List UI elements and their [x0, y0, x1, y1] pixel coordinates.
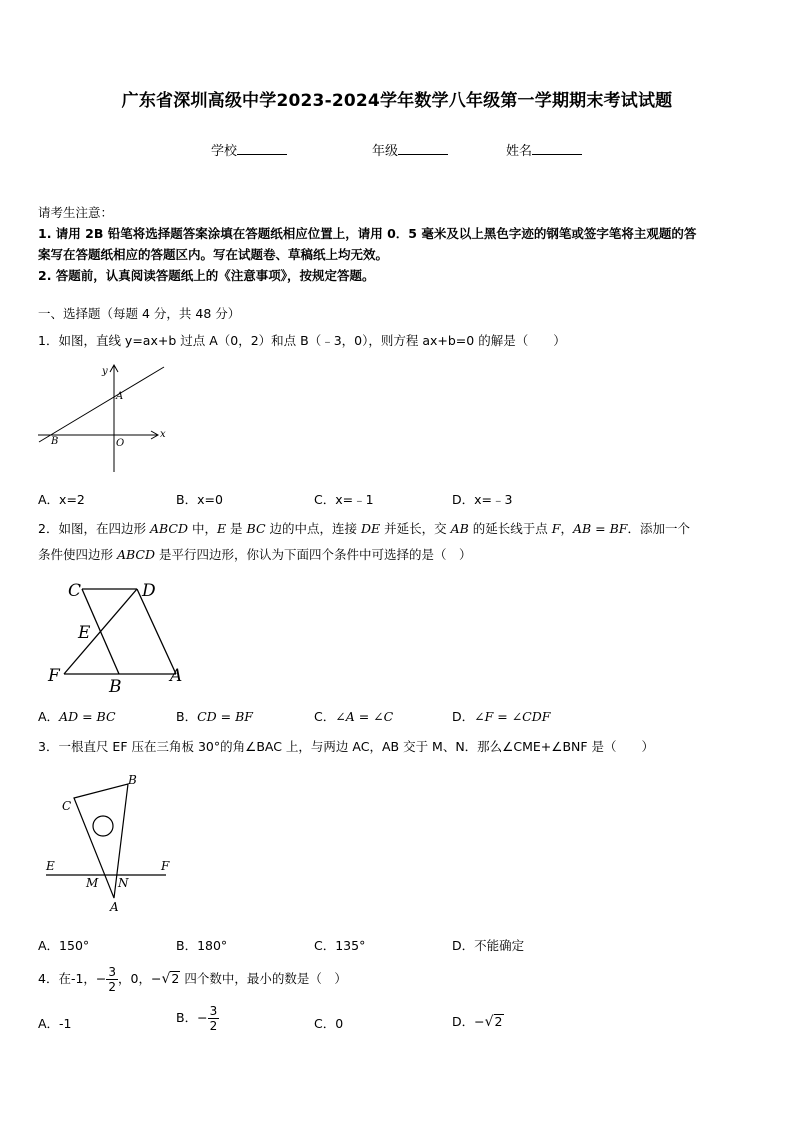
point-e-label: E [46, 859, 55, 873]
point-b-label: B [128, 773, 137, 787]
q2-text: 中， [187, 521, 217, 536]
point-b-label: B [51, 436, 59, 447]
segment-fd [64, 589, 137, 674]
q4-option-a[interactable]: A．-1 [38, 1016, 72, 1031]
q2-point-e: E [216, 521, 227, 536]
q2-seg-de: DE [360, 521, 381, 536]
question-1-stem: 1．如图，直线 y=ax+b 过点 A（0，2）和点 B（﹣3，0），则方程 ax+b=0 的解是（ ） [38, 333, 566, 348]
y-axis-label: y [102, 366, 108, 377]
segment-da [137, 589, 176, 674]
q2-text: ．添加一个 [627, 521, 690, 536]
q4-option-d[interactable] [452, 1012, 504, 1030]
radicand: 2 [494, 1014, 503, 1029]
radical-sign: √ [484, 1014, 494, 1030]
q1-option-a[interactable]: A．x=2 [38, 492, 85, 507]
point-f-label: F [48, 666, 60, 686]
q4-option-b-fraction [208, 1004, 220, 1033]
q2-text: 条件使四边形 [38, 547, 117, 562]
point-a-label: A [170, 666, 183, 686]
grade-blank [398, 142, 448, 155]
q2-text: ， [560, 521, 573, 536]
q3-option-d[interactable]: D．不能确定 [452, 938, 525, 953]
line-ab [39, 367, 164, 442]
question-1-figure [34, 362, 169, 474]
grade-label: 年级 [372, 144, 399, 159]
q2-option-a[interactable] [38, 707, 116, 725]
q4-neg-sign: − [151, 971, 162, 986]
q2-quad: ABCD [116, 547, 156, 562]
question-4-stem [38, 962, 758, 996]
point-c-label: C [62, 799, 72, 813]
q4-neg-sign: − [197, 1010, 208, 1025]
triangle-hole [93, 816, 113, 836]
name-label: 姓名 [506, 144, 533, 159]
q4-text: 四个数中，最小的数是（ ） [180, 971, 347, 986]
q1-option-c[interactable]: C．x=﹣1 [314, 492, 374, 507]
q2-text: 2．如图，在四边形 [38, 521, 150, 536]
q4-option-c[interactable]: C．0 [314, 1016, 344, 1031]
q2-option-c[interactable] [314, 707, 393, 725]
school-field [211, 140, 287, 159]
q2-text: 是 [226, 521, 247, 536]
fraction-numerator: 3 [209, 1004, 218, 1018]
question-2-figure [44, 578, 194, 698]
point-c-label: C [68, 581, 82, 601]
page-title: 广东省深圳高级中学2023-2024学年数学八年级第一学期期末考试试题 [121, 91, 673, 111]
fraction-denominator: 2 [209, 1019, 218, 1033]
q2-text: 边的中点，连接 [265, 521, 361, 536]
q3-option-b[interactable]: B．180° [176, 938, 228, 953]
radical-sign: √ [161, 971, 171, 987]
question-2-stem [38, 516, 758, 568]
q2-option-c-label: C． [314, 709, 336, 724]
radicand: 2 [171, 971, 180, 986]
q2-option-b-label: B． [176, 709, 198, 724]
name-field [506, 140, 582, 159]
question-3-stem: 3．一根直尺 EF 压在三角板 30°的角∠BAC 上，与两边 AC，AB 交于 M、N．那么∠CME+∠BNF 是（ ） [38, 739, 655, 754]
notes-heading: 请考生注意： [38, 205, 114, 220]
q2-text: 是平行四边形，你认为下面四个条件中可选择的是（ ） [155, 547, 472, 562]
q2-text: 的延长线于点 [468, 521, 552, 536]
q1-option-d[interactable]: D．x=﹣3 [452, 492, 513, 507]
q4-option-b[interactable] [176, 1004, 219, 1033]
q2-point-f: F [551, 521, 561, 536]
section-heading: 一、选择题（每题 4 分，共 48 分） [38, 306, 241, 321]
q3-option-c[interactable]: C．135° [314, 938, 366, 953]
q2-text: 并延长，交 [380, 521, 451, 536]
q2-option-b[interactable] [176, 707, 253, 725]
point-b-label: B [109, 677, 122, 697]
school-label: 学校 [211, 144, 238, 159]
q2-option-c-expr: ∠A = ∠C [335, 709, 394, 724]
q4-text: ，0， [118, 971, 151, 986]
q2-option-a-expr: AD = BC [59, 709, 116, 724]
q2-seg-ab: AB [450, 521, 469, 536]
q4-option-b-label: B． [176, 1010, 198, 1025]
note-item-1b: 案写在答题纸相应的答题区内。写在试题卷、草稿纸上均无效。 [38, 247, 389, 262]
q2-equation: AB = BF [572, 521, 628, 536]
q1-option-b[interactable]: B．x=0 [176, 492, 223, 507]
q2-option-d[interactable] [452, 707, 550, 725]
q2-quad: ABCD [149, 521, 188, 536]
point-m-label: M [86, 876, 99, 890]
point-n-label: N [118, 876, 129, 890]
origin-label: O [116, 438, 125, 449]
q2-option-d-label: D． [452, 709, 475, 724]
note-item-2: 2. 答题前，认真阅读答题纸上的《注意事项》，按规定答题。 [38, 268, 375, 283]
q4-neg-sign: − [95, 971, 107, 986]
name-blank [532, 142, 582, 155]
fraction-numerator: 3 [108, 965, 117, 979]
q2-option-a-label: A． [38, 709, 60, 724]
point-f-label: F [161, 859, 170, 873]
point-a-label: A [116, 391, 124, 402]
point-a-label: A [110, 900, 119, 914]
grade-field [372, 140, 448, 159]
q2-option-d-expr: ∠F = ∠CDF [474, 709, 551, 724]
q4-fraction [106, 965, 118, 994]
q4-text: 4．在-1， [38, 971, 96, 986]
q4-neg-sign: − [474, 1014, 485, 1029]
q2-seg-bc: BC [246, 521, 266, 536]
note-item-1a: 1. 请用 2B 铅笔将选择题答案涂填在答题纸相应位置上，请用 0．5 毫米及以上黑色字迹的钢笔或签字笔将主观题的答 [38, 226, 697, 241]
q3-option-a[interactable]: A．150° [38, 938, 90, 953]
point-d-label: D [142, 581, 156, 601]
point-e-label: E [78, 623, 91, 643]
question-3-figure [40, 772, 180, 917]
q2-option-b-expr: CD = BF [197, 709, 253, 724]
school-blank [237, 142, 287, 155]
fraction-denominator: 2 [108, 980, 117, 994]
x-axis-label: x [160, 429, 166, 440]
exam-notes [38, 202, 758, 286]
q4-option-d-label: D． [452, 1014, 475, 1029]
